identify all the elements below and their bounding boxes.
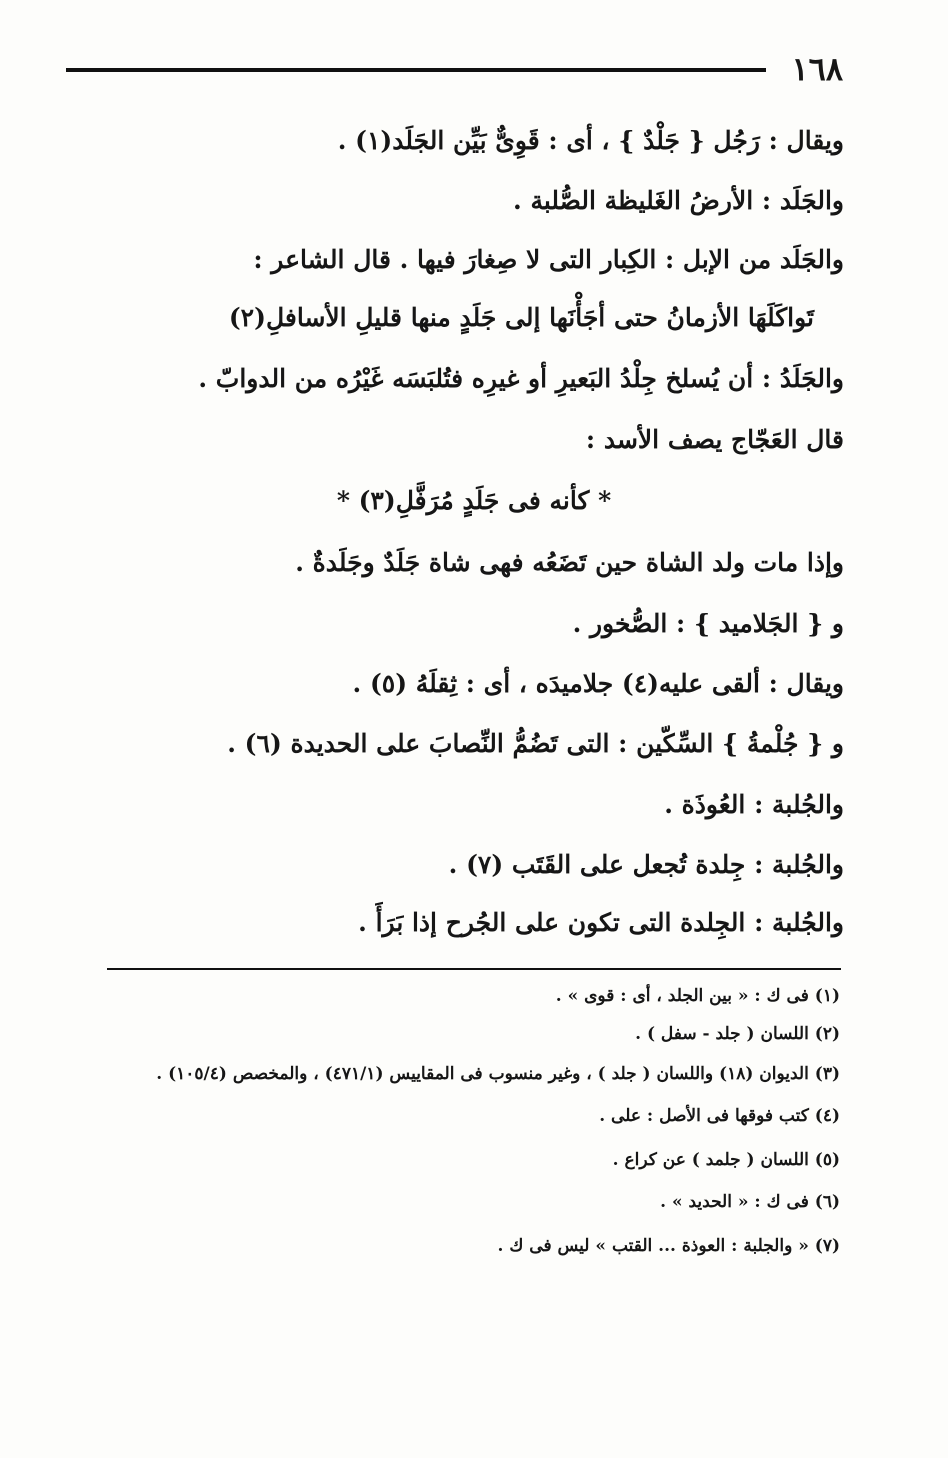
footnote: (٢) اللسان ( جلد - سفل ) . xyxy=(635,1024,840,1044)
footnote: (٤) كتب فوقها فى الأصل : على . xyxy=(599,1106,840,1126)
body-line: والجَلَد من الإبل : الكِبار التى لا صِغارَ فيها . قال الشاعر : xyxy=(253,245,844,274)
body-line: قال العَجّاج يصف الأسد : xyxy=(585,425,844,454)
body-line: ويقال : رَجُل { جَلْدٌ } ، أى : قَوِىٌّ بَيِّن الجَلَد(١) . xyxy=(337,126,844,155)
page-number: ١٦٨ xyxy=(791,50,843,88)
verse-line-centered: * كأنه فى جَلَدٍ مُرَفَّلِ(٣) * xyxy=(336,486,612,515)
body-line: والجَلَدُ : أن يُسلخ جِلْدُ البَعيرِ أو غيرِه فتُلبَسَه غَيْرُه من الدوابّ . xyxy=(198,364,844,393)
body-line: والجُلبة : العُوذَة . xyxy=(664,790,844,819)
body-line: ويقال : ألقى عليه(٤) جلاميدَه ، أى : ثِقلَهُ (٥) . xyxy=(352,669,844,698)
body-line: والجُلبة : الجِلدة التى تكون على الجُرح إذا بَرَأَ . xyxy=(358,908,844,937)
footnote: (٥) اللسان ( جلمد ) عن كراع . xyxy=(612,1150,840,1170)
body-line: و { جُلْمةُ } السِّكّين : التى تَضُمُّ النِّصابَ على الحديدة (٦) . xyxy=(227,729,844,758)
body-line: و { الجَلاميد } : الصُّخور . xyxy=(572,609,844,638)
body-line: وإذا مات ولد الشاة حين تَضَعُه فهى شاة جَلَدٌ وجَلَدةٌ . xyxy=(295,548,844,577)
body-line: والجُلبة : جِلدة تُجعل على القَتَب (٧) . xyxy=(448,850,844,879)
verse-line: تَواكَلَهَا الأزمانُ حتى أجَأْنَها إلى جَلَدٍ منها قليلِ الأسافلِ(٢) xyxy=(228,303,814,332)
footnote: (٧) « والجلبة : العوذة ... القتب » ليس فى ك . xyxy=(497,1236,840,1256)
footnote: (٣) الديوان (١٨) واللسان ( جلد ) ، وغير منسوب فى المقاييس (٤٧١/١) ، والمخصص (١٠٥/٤) . xyxy=(156,1064,840,1084)
header-rule xyxy=(66,68,766,72)
body-line: والجَلَد : الأرضُ الغَليظة الصُّلبة . xyxy=(513,186,844,215)
footnote: (٦) فى ك : « الحديد » . xyxy=(660,1192,840,1212)
footnote: (١) فى ك : « بين الجلد ، أى : قوى » . xyxy=(555,986,840,1006)
footnote-rule xyxy=(107,968,841,970)
